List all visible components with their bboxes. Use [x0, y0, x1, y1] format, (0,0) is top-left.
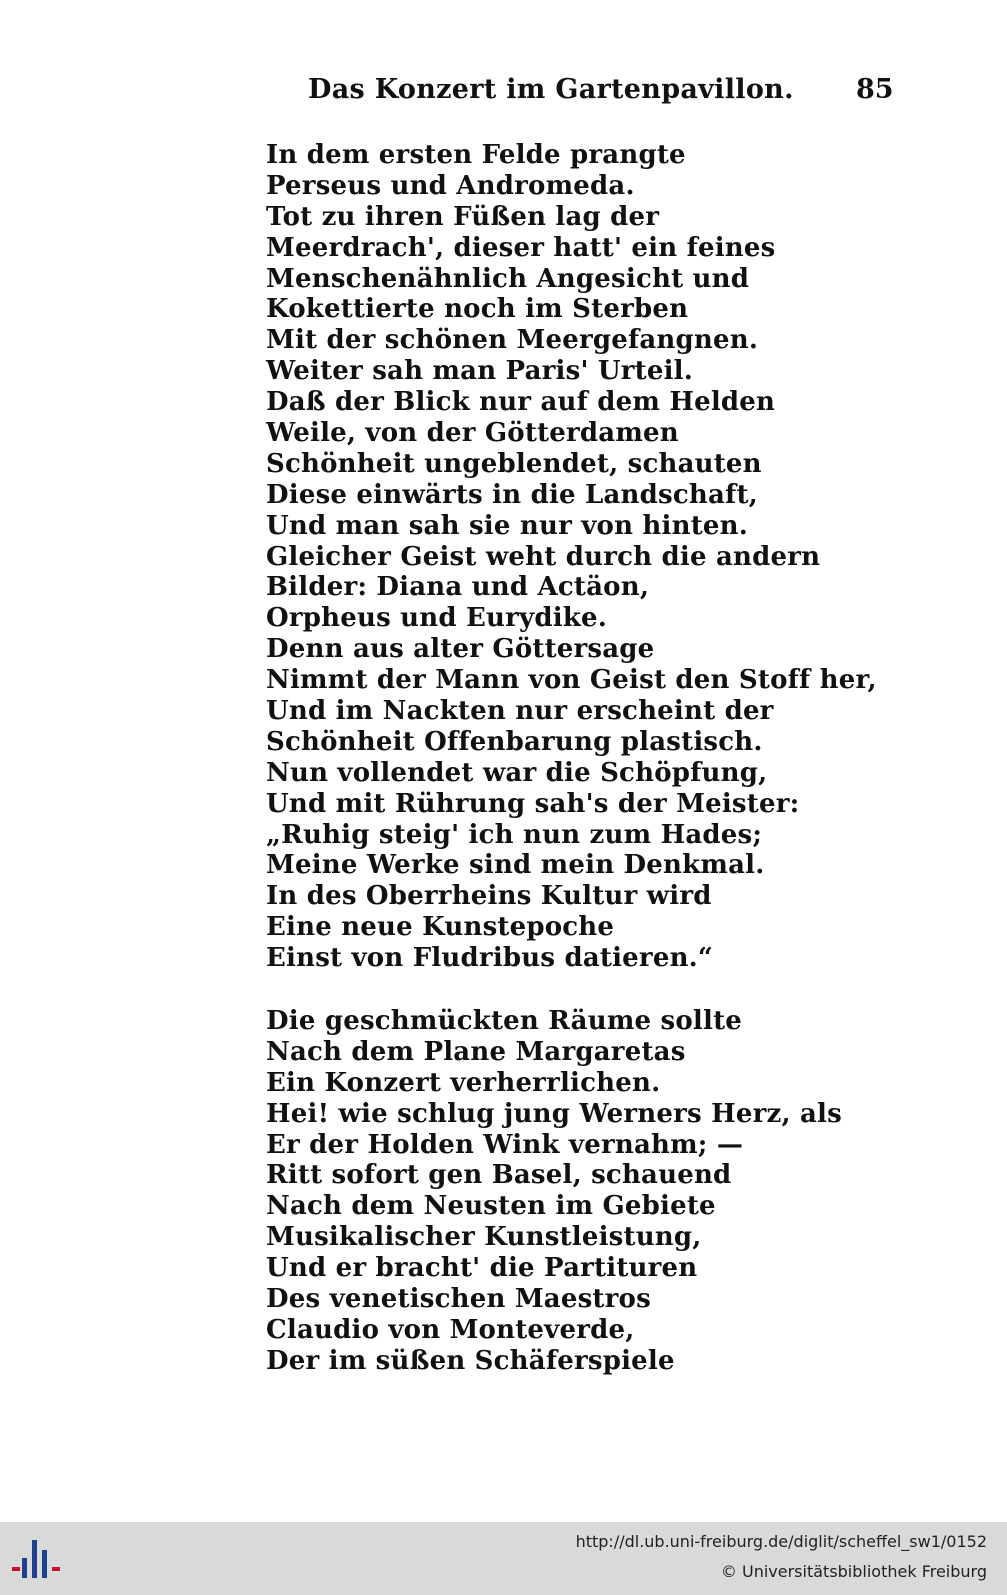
verse-line: Nun vollendet war die Schöpfung, — [266, 757, 768, 788]
university-library-logo-icon[interactable] — [10, 1534, 64, 1584]
verse-line: Weile, von der Götterdamen — [266, 418, 679, 449]
verse-line: Gleicher Geist weht durch die andern — [266, 541, 821, 572]
verse-line: Claudio von Monteverde, — [266, 1314, 635, 1345]
verse-line: Musikalischer Kunstleistung, — [266, 1222, 702, 1253]
verse-line: Kokettierte noch im Sterben — [266, 294, 689, 325]
copyright-notice: © Universitätsbibliothek Freiburg — [720, 1562, 987, 1581]
verse-line: Tot zu ihren Füßen lag der — [266, 201, 660, 232]
verse-line: Ritt sofort gen Basel, schauend — [266, 1160, 732, 1191]
verse-line: Nach dem Plane Margaretas — [266, 1036, 686, 1067]
verse-line: Meine Werke sind mein Denkmal. — [266, 850, 765, 881]
verse-line: Denn aus alter Göttersage — [266, 634, 655, 665]
verse-line: Perseus und Andromeda. — [266, 170, 635, 201]
verse-line: Einst von Fludribus datieren.“ — [266, 943, 714, 974]
verse-line: Und im Nackten nur erscheint der — [266, 696, 774, 727]
verse-line: Mit der schönen Meergefangnen. — [266, 325, 759, 356]
verse-line: Diese einwärts in die Landschaft, — [266, 479, 758, 510]
verse-line: Er der Holden Wink vernahm; — — [266, 1129, 744, 1160]
verse-line: „Ruhig steig' ich nun zum Hades; — [266, 819, 763, 850]
verse-line: Weiter sah man Paris' Urteil. — [266, 356, 694, 387]
page-number: 85 — [856, 74, 894, 105]
verse-line: Bilder: Diana und Actäon, — [266, 572, 650, 603]
verse-line: Eine neue Kunstepoche — [266, 912, 615, 943]
verse-line: Meerdrach', dieser hatt' ein feines — [266, 232, 776, 263]
stanza-2 — [266, 1006, 842, 1377]
verse-line: Orpheus und Eurydike. — [266, 603, 607, 634]
verse-line: In des Oberrheins Kultur wird — [266, 881, 712, 912]
verse-line: Der im süßen Schäferspiele — [266, 1345, 675, 1376]
verse-line: Die geschmückten Räume sollte — [266, 1006, 743, 1036]
verse-line: Nach dem Neusten im Gebiete — [266, 1191, 716, 1222]
verse-line: In dem ersten Felde prangte — [266, 140, 686, 170]
verse-line: Und mit Rührung sah's der Meister: — [266, 788, 800, 819]
stanza-1 — [266, 140, 877, 974]
verse-line: Nimmt der Mann von Geist den Stoff her, — [266, 665, 877, 696]
footer-bar — [0, 1522, 1007, 1595]
verse-line: Schönheit ungeblendet, schauten — [266, 448, 762, 479]
verse-line: Und er bracht' die Partituren — [266, 1253, 698, 1284]
verse-line: Schönheit Offenbarung plastisch. — [266, 726, 763, 757]
verse-line: Menschenähnlich Angesicht und — [266, 263, 750, 294]
running-head — [0, 74, 1007, 114]
source-url-link[interactable]: http://dl.ub.uni-freiburg.de/diglit/scheffel_sw1/0152 — [575, 1532, 987, 1551]
running-title: Das Konzert im Gartenpavillon. — [308, 74, 794, 105]
verse-line: Hei! wie schlug jung Werners Herz, als — [266, 1098, 842, 1129]
verse-line: Und man sah sie nur von hinten. — [266, 510, 749, 541]
verse-line: Ein Konzert verherrlichen. — [266, 1067, 661, 1098]
verse-line: Des venetischen Maestros — [266, 1284, 651, 1315]
verse-line: Daß der Blick nur auf dem Helden — [266, 387, 776, 418]
